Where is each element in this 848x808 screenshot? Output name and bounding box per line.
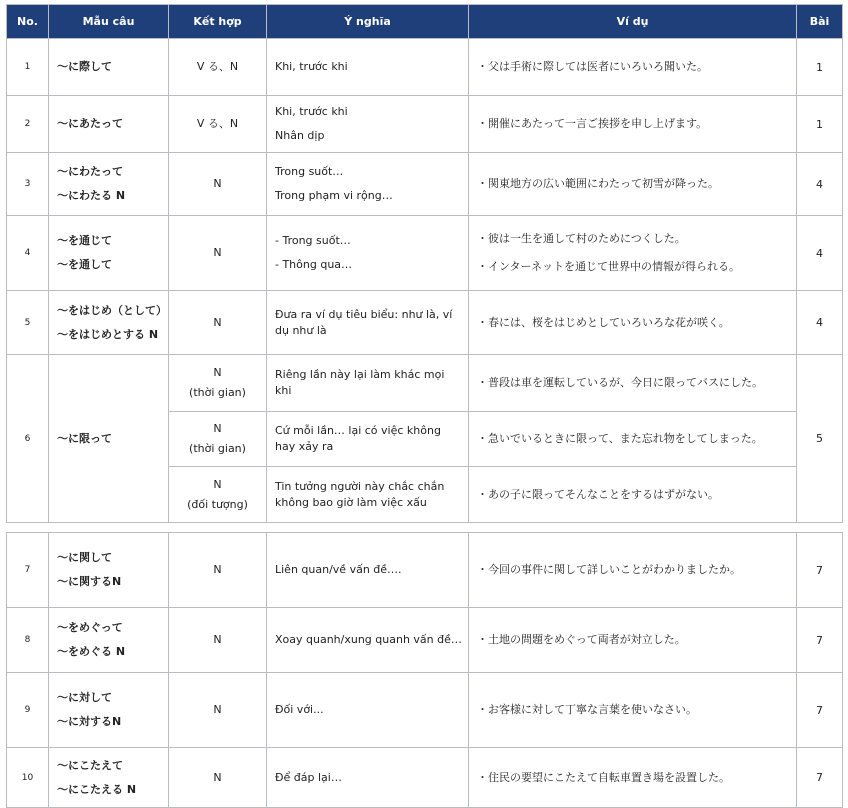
header-combination: Kết hợp (169, 5, 267, 39)
combination (169, 355, 267, 412)
pattern-line: ～にわたる N (57, 189, 126, 202)
meaning (267, 291, 469, 355)
header-lesson: Bài (797, 5, 843, 39)
row-number: 6 (7, 355, 49, 523)
meaning-line: Nhân dịp (275, 129, 325, 142)
meaning-line: Trong phạm vi rộng… (275, 189, 393, 202)
example-sentence: ・住民の要望にこたえて自転車置き場を設置した。 (477, 770, 730, 784)
example-sentence: ・関東地方の広い範囲にわたって初雪が降った。 (477, 177, 719, 190)
example (469, 748, 797, 808)
lesson-number: 5 (797, 355, 843, 523)
meaning (267, 39, 469, 96)
lesson-number: 7 (797, 608, 843, 673)
meaning-line: - Thông qua… (275, 258, 353, 271)
combination: N (169, 608, 267, 673)
example (469, 153, 797, 216)
pattern-line: ～をはじめ（として） (57, 303, 167, 317)
combination-note: (thời gian) (189, 386, 246, 399)
lesson-number: 1 (797, 96, 843, 153)
table-row (7, 355, 843, 412)
table-row (7, 608, 843, 673)
meaning (267, 608, 469, 673)
lesson-number: 4 (797, 153, 843, 216)
grammar-pattern (49, 608, 169, 673)
example (469, 96, 797, 153)
pattern-line: ～を通じて (57, 234, 112, 247)
example (469, 412, 797, 467)
combination: N (169, 533, 267, 608)
example (469, 39, 797, 96)
meaning (267, 216, 469, 291)
grammar-pattern (49, 355, 169, 523)
pattern-line: ～にわたって (57, 165, 123, 178)
pattern-line: ～に対するN (57, 715, 122, 728)
table-row (7, 39, 843, 96)
example-sentence: ・春には、桜をはじめとしていろいろな花が咲く。 (477, 315, 730, 329)
example-sentence: ・土地の問題をめぐって両者が対立した。 (477, 633, 686, 646)
meaning-line: Đối với... (275, 703, 324, 716)
pattern-line: ～に際して (57, 60, 112, 73)
table-header-row (7, 5, 843, 39)
pattern-line: ～をめぐる N (57, 645, 126, 658)
meaning-line: Đưa ra ví dụ tiêu biểu: như là, ví dụ như là (275, 307, 453, 337)
lesson-number: 7 (797, 673, 843, 748)
header-example: Ví dụ (469, 5, 797, 39)
example-sentence: ・彼は一生を通して村のためにつくした。 (477, 232, 686, 245)
pattern-line: ～に限って (57, 431, 112, 445)
combination: N (169, 748, 267, 808)
lesson-number: 4 (797, 291, 843, 355)
pattern-line: ～にこたえて (57, 758, 123, 772)
example-sentence: ・あの子に限ってそんなことをするはずがない。 (477, 487, 719, 501)
combination-line: N (213, 422, 222, 435)
table-row (7, 748, 843, 808)
combination-note: (đối tượng) (187, 497, 248, 511)
row-number: 5 (7, 291, 49, 355)
row-number: 10 (7, 748, 49, 808)
example-sentence: ・お客様に対して丁寧な言葉を使いなさい。 (477, 703, 697, 716)
header-no: No. (7, 5, 49, 39)
table-row (7, 96, 843, 153)
meaning (267, 748, 469, 808)
table-row (7, 216, 843, 291)
combination (169, 467, 267, 523)
combination: N (169, 216, 267, 291)
grammar-pattern (49, 673, 169, 748)
example-sentence: ・父は手術に際しては医者にいろいろ聞いた。 (477, 60, 708, 73)
example-sentence: ・急いでいるときに限って、また忘れ物をしてしまった。 (477, 432, 763, 445)
example (469, 467, 797, 523)
combination (169, 412, 267, 467)
pattern-line: ～をはじめとする N (57, 327, 159, 341)
row-number: 1 (7, 39, 49, 96)
combination-note: (thời gian) (189, 442, 246, 455)
combination: N (169, 153, 267, 216)
meaning-line: Khi, trước khi (275, 105, 348, 118)
header-meaning: Ý nghĩa (267, 5, 469, 39)
meaning-line: Liên quan/về vấn đề…. (275, 563, 402, 576)
example (469, 216, 797, 291)
row-number: 8 (7, 608, 49, 673)
combination: V る、N (169, 96, 267, 153)
combination: V る、N (169, 39, 267, 96)
meaning-line: - Trong suốt… (275, 234, 351, 247)
table-row (7, 673, 843, 748)
grammar-pattern (49, 291, 169, 355)
example (469, 533, 797, 608)
example-sentence: ・普段は車を運転しているが、今日に限ってバスにした。 (477, 376, 763, 389)
meaning (267, 153, 469, 216)
meaning (267, 96, 469, 153)
grammar-pattern (49, 96, 169, 153)
meaning (267, 412, 469, 467)
grammar-table-part-1 (6, 4, 843, 523)
header-pattern: Mẫu câu (49, 5, 169, 39)
example (469, 355, 797, 412)
grammar-pattern (49, 39, 169, 96)
table-row (7, 153, 843, 216)
combination-line: N (213, 366, 222, 379)
example (469, 673, 797, 748)
example-sentence: ・インターネットを通じて世界中の情報が得られる。 (477, 260, 741, 273)
pattern-line: ～にこたえる N (57, 782, 137, 796)
pattern-line: ～に関するN (57, 575, 122, 588)
grammar-pattern (49, 153, 169, 216)
pattern-line: ～を通して (57, 258, 112, 271)
row-number: 4 (7, 216, 49, 291)
combination: N (169, 673, 267, 748)
lesson-number: 7 (797, 533, 843, 608)
meaning-line: Cứ mỗi lần… lại có việc không hay xảy ra (275, 424, 441, 453)
meaning-line: Để đáp lại… (275, 770, 342, 784)
table-row (7, 291, 843, 355)
row-number: 3 (7, 153, 49, 216)
grammar-pattern (49, 533, 169, 608)
combination-line: N (213, 477, 222, 491)
combination: N (169, 291, 267, 355)
example (469, 291, 797, 355)
grammar-pattern (49, 216, 169, 291)
meaning-line: Tin tưởng người này chắc chắn không bao giờ làm việc xấu (275, 479, 445, 509)
meaning-line: Trong suốt… (275, 165, 344, 178)
lesson-number: 7 (797, 748, 843, 808)
example-sentence: ・今回の事件に関して詳しいことがわかりましたか。 (477, 563, 741, 576)
lesson-number: 4 (797, 216, 843, 291)
meaning-line: Xoay quanh/xung quanh vấn đề… (275, 633, 462, 646)
pattern-line: ～をめぐって (57, 621, 123, 634)
meaning (267, 467, 469, 523)
pattern-line: ～に対して (57, 691, 112, 704)
example-sentence: ・開催にあたって一言ご挨拶を申し上げます。 (477, 117, 708, 130)
row-number: 7 (7, 533, 49, 608)
meaning-line: Khi, trước khi (275, 60, 348, 73)
pattern-line: ～にあたって (57, 117, 123, 130)
row-number: 2 (7, 96, 49, 153)
meaning (267, 533, 469, 608)
pattern-line: ～に関して (57, 551, 112, 564)
lesson-number: 1 (797, 39, 843, 96)
table-row (7, 533, 843, 608)
meaning (267, 673, 469, 748)
grammar-table-part-2 (6, 532, 843, 808)
meaning (267, 355, 469, 412)
meaning-line: Riêng lần này lại làm khác mọi khi (275, 368, 445, 397)
grammar-pattern (49, 748, 169, 808)
example (469, 608, 797, 673)
row-number: 9 (7, 673, 49, 748)
